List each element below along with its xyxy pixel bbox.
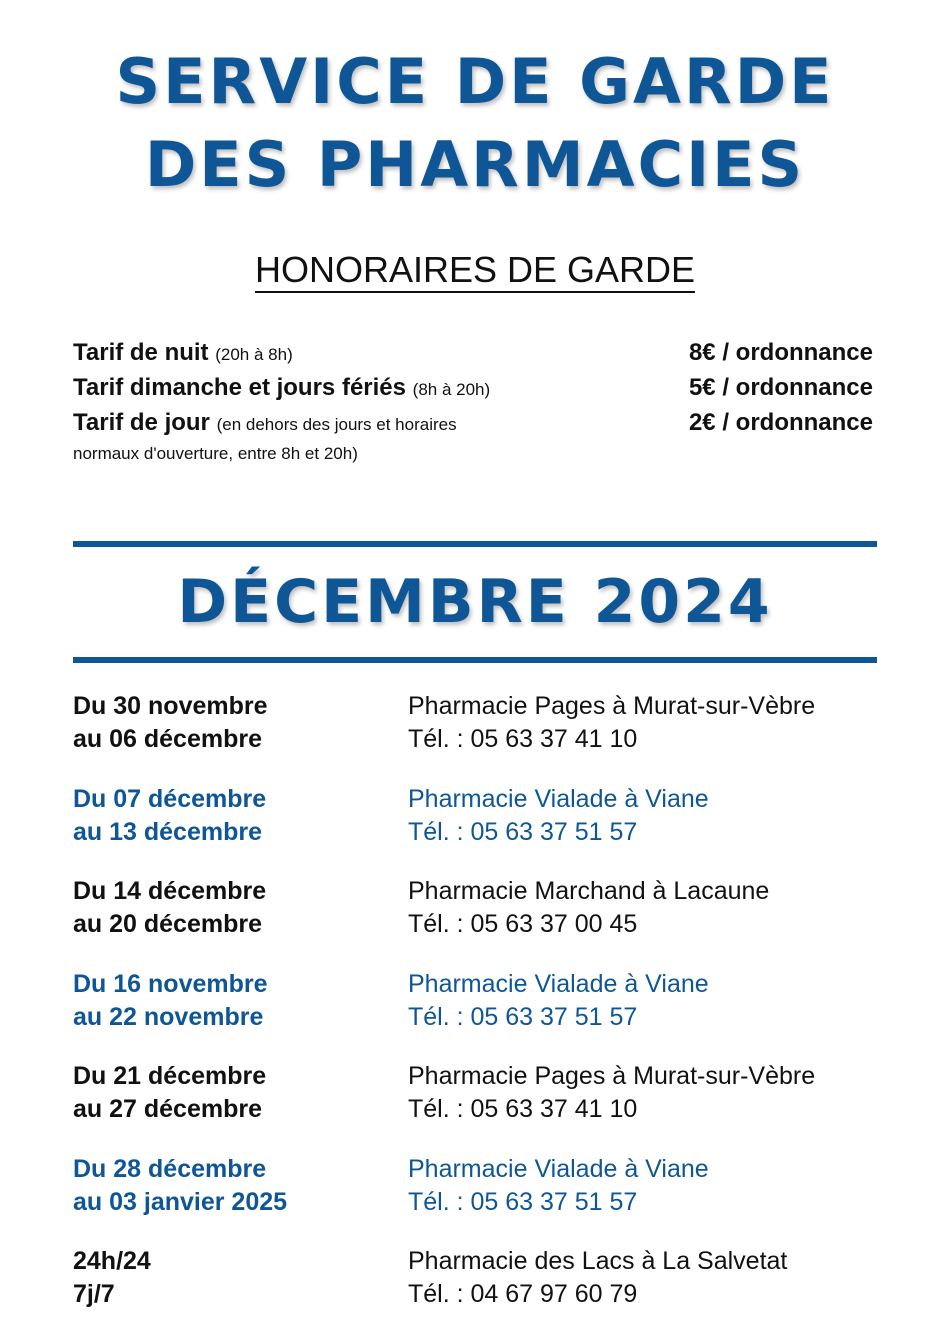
period-to: au 27 décembre [73, 1095, 262, 1123]
period-from: Du 07 décembre [73, 784, 267, 813]
period-from: Du 28 décembre [73, 1154, 267, 1183]
pharmacy-name: Pharmacie Vialade à Viane [408, 784, 709, 813]
period [73, 1060, 408, 1153]
period [73, 1245, 408, 1338]
tariff-label-text: Tarif de nuit [73, 339, 209, 366]
period-to: au 13 décembre [73, 817, 262, 846]
pharmacy-name: Pharmacie Pages à Murat-sur-Vèbre [408, 692, 816, 720]
fees-heading [0, 248, 950, 292]
schedule-entry [73, 783, 903, 876]
pharmacy [408, 1153, 709, 1246]
month-title: DÉCEMBRE 2024 [177, 567, 773, 637]
pharmacy [408, 1245, 787, 1338]
period-from: Du 21 décembre [73, 1062, 267, 1090]
tariff-label-text: Tarif dimanche et jours fériés [73, 374, 406, 401]
tariff-list [73, 336, 873, 467]
tariff-note: (20h à 8h) [215, 345, 293, 364]
pharmacy [408, 783, 709, 876]
pharmacy-name: Pharmacie Vialade à Viane [408, 969, 709, 998]
divider-top [73, 541, 877, 547]
period-from: Du 14 décembre [73, 877, 267, 905]
pharmacy-name: Pharmacie Pages à Murat-sur-Vèbre [408, 1062, 816, 1090]
schedule-entry [73, 875, 903, 968]
pharmacy [408, 968, 709, 1061]
period-to: au 22 novembre [73, 1002, 264, 1031]
page-title-line-2: DES PHARMACIES [144, 128, 806, 201]
period-to: au 06 décembre [73, 725, 262, 753]
page-title-line-1: SERVICE DE GARDE [115, 45, 835, 118]
tariff-row-night [73, 336, 873, 371]
period [73, 690, 408, 783]
schedule-entry [73, 968, 903, 1061]
pharmacy-name: Pharmacie Vialade à Viane [408, 1154, 709, 1183]
pharmacy-phone: Tél. : 05 63 37 51 57 [408, 817, 638, 846]
tariff-price: 2€ / ordonnance [688, 409, 873, 436]
duty-schedule [73, 690, 903, 1338]
pharmacy [408, 690, 815, 783]
period-to: au 03 janvier 2025 [73, 1187, 288, 1216]
tariff-note: (8h à 20h) [412, 380, 491, 399]
pharmacy-name: Pharmacie Marchand à Lacaune [408, 877, 770, 905]
period-to: au 20 décembre [73, 910, 262, 938]
schedule-entry [73, 690, 903, 783]
period-to: 7j/7 [73, 1280, 115, 1308]
pharmacy-phone: Tél. : 05 63 37 51 57 [408, 1002, 638, 1031]
period [73, 1153, 408, 1246]
tariff-label [73, 371, 490, 406]
period [73, 968, 408, 1061]
tariff-label [73, 336, 293, 371]
tariff-row-day [73, 406, 873, 441]
schedule-entry [73, 1245, 903, 1338]
pharmacy-phone: Tél. : 05 63 37 41 10 [408, 725, 638, 753]
period-from: Du 16 novembre [73, 969, 268, 998]
tariff-label [73, 406, 457, 441]
period [73, 783, 408, 876]
schedule-entry [73, 1060, 903, 1153]
tariff-price: 8€ / ordonnance [688, 339, 873, 366]
pharmacy-phone: Tél. : 05 63 37 41 10 [408, 1095, 638, 1123]
pharmacy [408, 875, 769, 968]
pharmacy-phone: Tél. : 05 63 37 00 45 [408, 910, 638, 938]
pharmacy [408, 1060, 815, 1153]
fees-heading-text: HONORAIRES DE GARDE [255, 249, 695, 293]
period-from: 24h/24 [73, 1247, 151, 1275]
tariff-row-sunday [73, 371, 873, 406]
tariff-note: (en dehors des jours et horaires [216, 415, 457, 434]
tariff-price: 5€ / ordonnance [688, 374, 873, 401]
period-from: Du 30 novembre [73, 692, 268, 720]
schedule-entry [73, 1153, 903, 1246]
divider-bottom [73, 657, 877, 663]
tariff-note-continued: normaux d'ouverture, entre 8h et 20h) [73, 444, 358, 463]
pharmacy-name: Pharmacie des Lacs à La Salvetat [408, 1247, 788, 1275]
pharmacy-phone: Tél. : 05 63 37 51 57 [408, 1187, 638, 1216]
pharmacy-phone: Tél. : 04 67 97 60 79 [408, 1280, 638, 1308]
period [73, 875, 408, 968]
tariff-label-text: Tarif de jour [73, 409, 210, 436]
